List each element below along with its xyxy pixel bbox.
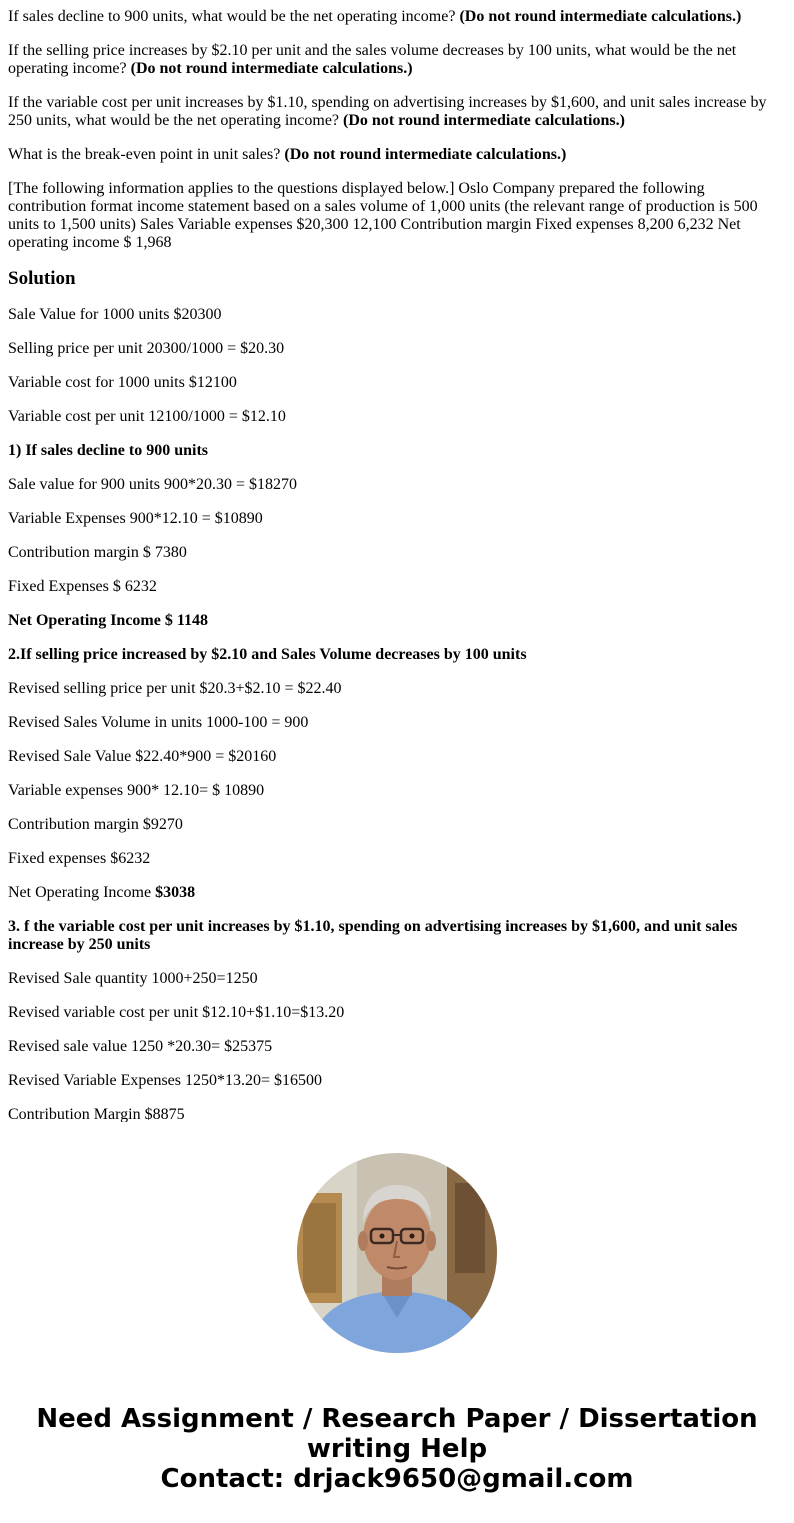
question-1 xyxy=(8,8,778,26)
section-2-result-value: $3038 xyxy=(155,884,196,901)
section-3-heading-text: 3. f the variable cost per unit increases by $1.10, spending on advertising increases by $1,600, and unit sales increase by 250 units xyxy=(8,918,738,953)
question-1-text: If sales decline to 900 units, what would be the net operating income? xyxy=(8,8,456,25)
solution-line: Fixed expenses $6232 xyxy=(8,850,151,867)
solution-line: Revised sale value 1250 *20.30= $25375 xyxy=(8,1038,273,1055)
info-paragraph: [The following information applies to the questions displayed below.] Oslo Company prepared the following contribution format income statement based on a sales volume of 1,000 units (the relevant range of production is 500 units to 1,500 units) Sales Variable expenses $20,300 12,100 Contribution margin Fixed expenses 8,200 6,232 Net operating income $ 1,968 xyxy=(8,180,758,251)
question-2-text: If the selling price increases by $2.10 per unit and the sales volume decreases by 100 units, what would be the net operating income? xyxy=(8,42,737,77)
solution-line: Sale value for 900 units 900*20.30 = $18270 xyxy=(8,476,297,493)
section-1-heading xyxy=(8,442,778,460)
question-3-note: (Do not round intermediate calculations.) xyxy=(343,112,625,129)
question-4-text: What is the break-even point in unit sales? xyxy=(8,146,281,163)
solution-line: Contribution margin $ 7380 xyxy=(8,544,187,561)
solution-line: Variable expenses 900* 12.10= $ 10890 xyxy=(8,782,265,799)
solution-line: Fixed Expenses $ 6232 xyxy=(8,578,157,595)
section-2-result-label: Net Operating Income xyxy=(8,884,152,901)
section-1-result xyxy=(8,612,778,630)
solution-line: Contribution Margin $8875 xyxy=(8,1106,185,1122)
document-content xyxy=(8,8,778,1122)
solution-line: Revised selling price per unit $20.3+$2.10 = $22.40 xyxy=(8,680,342,697)
solution-line: Contribution margin $9270 xyxy=(8,816,183,833)
question-2-note: (Do not round intermediate calculations.) xyxy=(130,60,413,77)
question-3 xyxy=(8,94,778,130)
promo-line-1: Need Assignment / Research Paper / Dissertation xyxy=(36,1404,758,1434)
solution-line: Variable cost for 1000 units $12100 xyxy=(8,374,237,391)
section-1-result-text: Net Operating Income $ 1148 xyxy=(8,612,208,629)
promo-contact: Contact: drjack9650@gmail.com xyxy=(160,1464,634,1494)
solution-line: Sale Value for 1000 units $20300 xyxy=(8,306,222,323)
solution-line: Revised Sales Volume in units 1000-100 = 900 xyxy=(8,714,309,731)
section-2-heading-text: 2.If selling price increased by $2.10 and Sales Volume decreases by 100 units xyxy=(8,646,527,663)
solution-line: Variable Expenses 900*12.10 = $10890 xyxy=(8,510,263,527)
solution-line: Revised Sale quantity 1000+250=1250 xyxy=(8,970,258,987)
section-2-result xyxy=(8,884,778,902)
person-photo-icon xyxy=(297,1153,497,1353)
avatar xyxy=(297,1153,497,1353)
solution-line: Revised variable cost per unit $12.10+$1.10=$13.20 xyxy=(8,1004,345,1021)
question-3-text: If the variable cost per unit increases by $1.10, spending on advertising increases by $1,600, and unit sales increase by 250 units, what would be the net operating income? xyxy=(8,94,767,129)
section-3-heading xyxy=(8,918,778,954)
question-1-note: (Do not round intermediate calculations.) xyxy=(459,8,742,25)
section-2-heading xyxy=(8,646,778,664)
solution-line: Revised Sale Value $22.40*900 = $20160 xyxy=(8,748,277,765)
section-1-heading-text: 1) If sales decline to 900 units xyxy=(8,442,208,459)
solution-line: Selling price per unit 20300/1000 = $20.30 xyxy=(8,340,285,357)
solution-line: Revised Variable Expenses 1250*13.20= $16500 xyxy=(8,1072,323,1089)
question-4 xyxy=(8,146,778,164)
promo-line-2: writing Help xyxy=(306,1434,488,1464)
solution-line: Variable cost per unit 12100/1000 = $12.10 xyxy=(8,408,286,425)
question-2 xyxy=(8,42,778,78)
promo-banner xyxy=(0,1404,794,1494)
solution-heading: Solution xyxy=(8,268,76,289)
question-4-note: (Do not round intermediate calculations.) xyxy=(284,146,567,163)
